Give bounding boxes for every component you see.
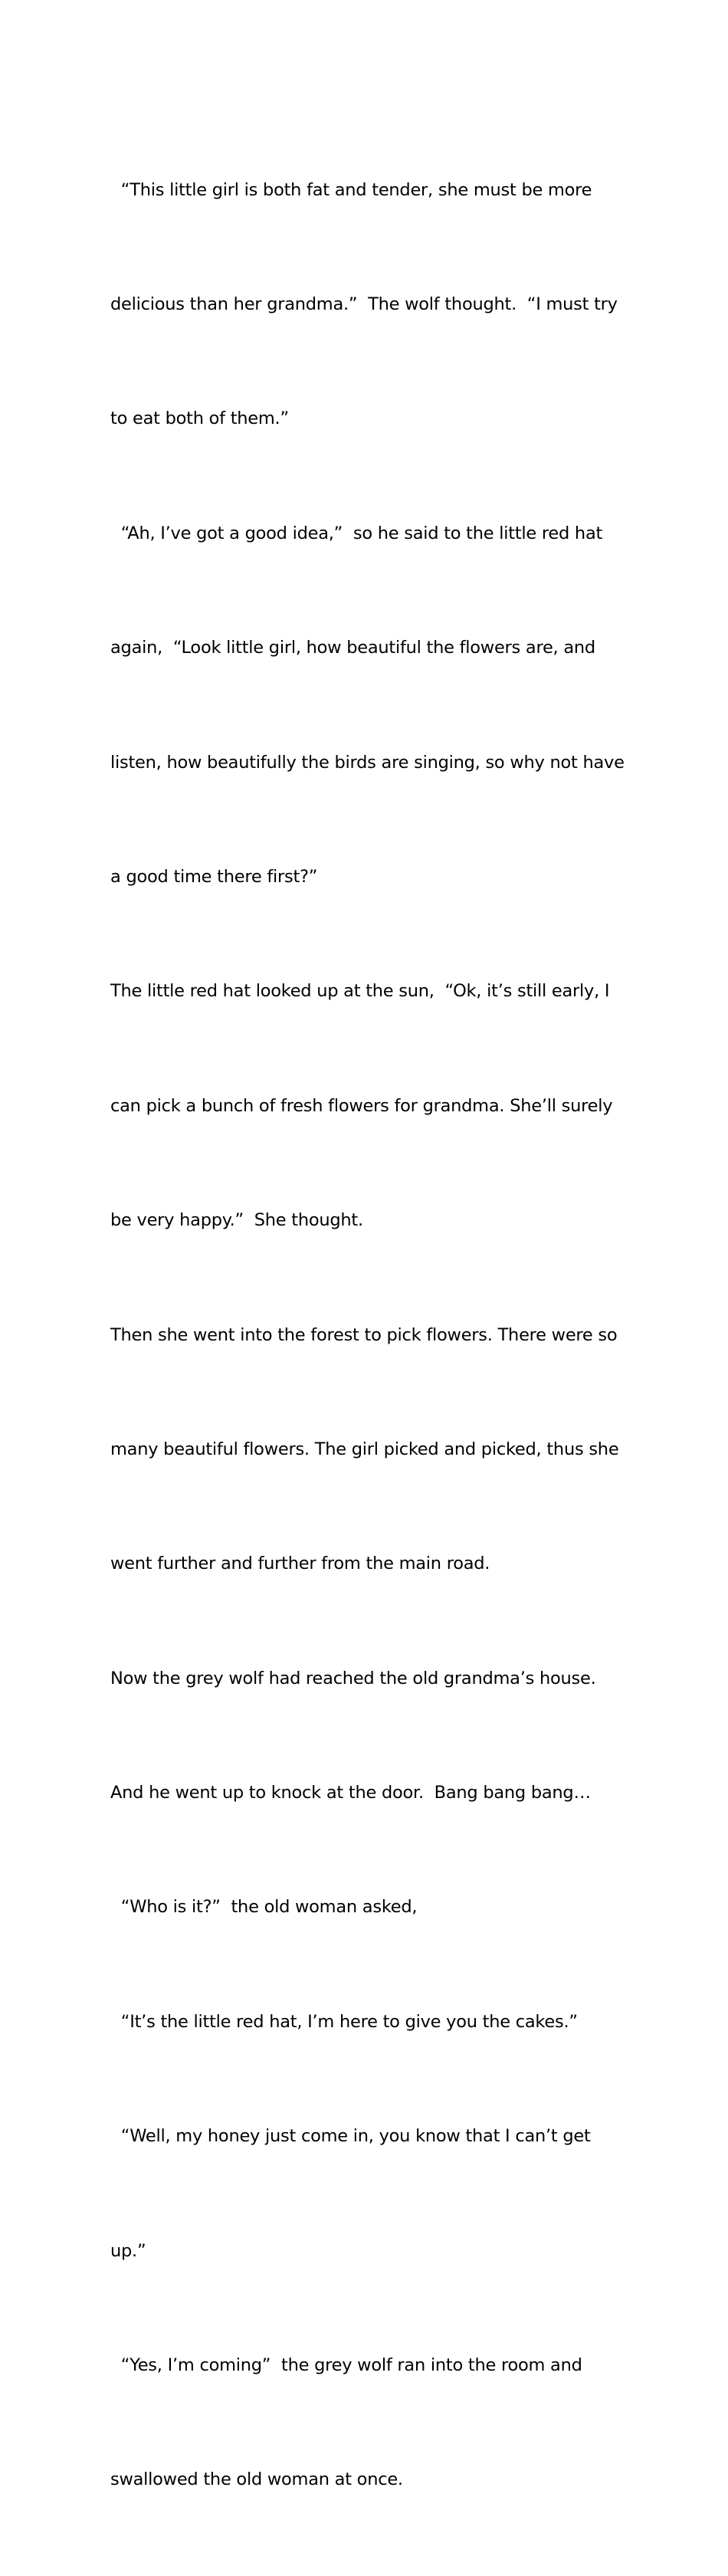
- text-line: “It’s the little red hat, I’m here to give you the cakes.”: [110, 2011, 578, 2032]
- text-line: “Who is it?” the old woman asked,: [110, 1897, 418, 1918]
- text-line: a good time there first?”: [110, 866, 318, 887]
- text-line: be very happy.” She thought.: [110, 1210, 363, 1231]
- text-line: again, “Look little girl, how beautiful the flowers are, and: [110, 638, 595, 658]
- text-line: And he went up to knock at the door. Bang bang bang…: [110, 1783, 591, 1803]
- text-line: delicious than her grandma.” The wolf thought. “I must try: [110, 294, 618, 314]
- text-line: went further and further from the main road.: [110, 1554, 490, 1574]
- text-line: can pick a bunch of fresh flowers for grandma. She’ll surely: [110, 1095, 613, 1116]
- text-line: to eat both of them.”: [110, 409, 289, 429]
- text-line: “Yes, I’m coming” the grey wolf ran into the room and: [110, 2355, 582, 2376]
- text-line: “This little girl is both fat and tender, she must be more: [110, 179, 592, 200]
- text-line: listen, how beautifully the birds are singing, so why not have: [110, 752, 625, 773]
- text-line: Then she went into the forest to pick flowers. There were so: [110, 1324, 618, 1345]
- text-line: Now the grey wolf had reached the old grandma’s house.: [110, 1668, 596, 1688]
- text-line: “Well, my honey just come in, you know that I can’t get: [110, 2126, 591, 2147]
- text-line: “Ah, I’ve got a good idea,” so he said to the little red hat: [110, 523, 603, 543]
- text-line: The little red hat looked up at the sun, “Ok, it’s still early, I: [110, 981, 610, 1002]
- text-line: up.”: [110, 2240, 146, 2261]
- story-text: [110, 95, 625, 2576]
- text-line: swallowed the old woman at once.: [110, 2469, 403, 2490]
- text-line: many beautiful flowers. The girl picked and picked, thus she: [110, 1439, 619, 1459]
